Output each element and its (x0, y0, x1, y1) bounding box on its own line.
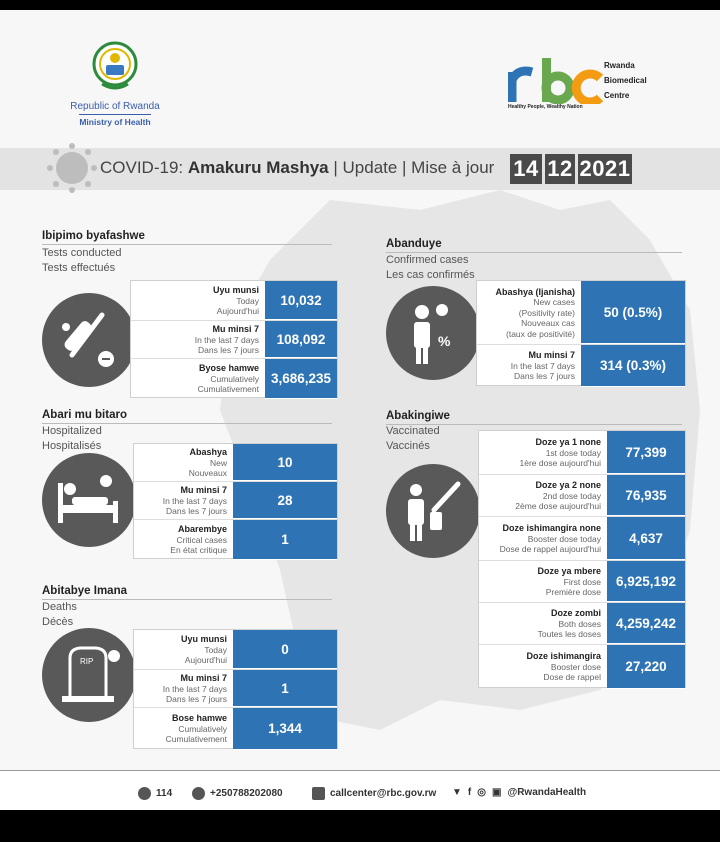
row-label-primary: Doze ya mbere (537, 566, 601, 577)
date-year: 2021 (578, 154, 632, 184)
hospitalized-row-label (138, 524, 227, 556)
row-label-translation: Booster dose (550, 661, 601, 672)
test-tube-icon (42, 293, 136, 387)
deaths-sub-fr: Décès (42, 616, 74, 628)
row-label-translation: Cumulativement (165, 734, 227, 745)
vaccinated-row-label (483, 480, 601, 512)
rbc-name-line: Biomedical (604, 76, 647, 85)
title-rest: | Update | Mise à jour (328, 158, 495, 177)
confirmed-row-value: 50 (0.5%) (581, 281, 685, 344)
social-links[interactable] (452, 787, 586, 798)
row-label-translation: New (209, 457, 227, 468)
row-label-translation: (taux de positivité) (506, 328, 575, 339)
row-label-translation: Aujourd'hui (184, 655, 227, 666)
row-label-translation: Critical cases (176, 534, 227, 545)
hotline-text: 114 (156, 788, 173, 799)
youtube-icon[interactable]: ▣ (491, 787, 502, 798)
vaccinated-row (479, 517, 685, 561)
row-label-translation: In the last 7 days (162, 495, 227, 506)
rbc-logo-mark-icon (508, 58, 604, 104)
confirmed-title: Abanduye (386, 238, 442, 250)
person-virus-icon (386, 286, 480, 380)
hospitalized-sub-fr: Hospitalisés (42, 440, 102, 452)
footer (0, 770, 720, 810)
row-label-translation: Both doses (558, 618, 601, 629)
hospitalized-row (134, 482, 337, 520)
vaccinated-row-label (483, 523, 601, 555)
row-label-primary: Doze zombi (550, 608, 601, 619)
row-label-translation: Cumulatively (178, 723, 227, 734)
vaccinated-row (479, 645, 685, 689)
deaths-row (134, 630, 337, 670)
row-label-translation: In the last 7 days (194, 334, 259, 345)
confirmed-sub-en: Confirmed cases (386, 254, 469, 266)
row-label-primary: Doze ishimangira none (502, 523, 601, 534)
vaccinated-sub-fr: Vaccinés (386, 440, 430, 452)
hospitalized-row-label (138, 485, 227, 517)
date-day: 14 (510, 154, 542, 184)
confirmed-sub-fr: Les cas confirmés (386, 269, 475, 281)
tests-row (131, 281, 337, 321)
row-label-primary: Doze ya 1 none (535, 437, 601, 448)
vaccinated-row-value: 6,925,192 (607, 561, 685, 602)
row-label-primary: Mu minsi 7 (180, 673, 227, 684)
row-label-translation: 2ème dose aujourd'hui (515, 501, 601, 512)
row-label-translation: Dose de rappel (543, 672, 601, 683)
hospitalized-card (133, 443, 338, 559)
deaths-title: Abitabye Imana (42, 585, 127, 597)
deaths-subtitle (42, 600, 77, 630)
tests-sub-en: Tests conducted (42, 247, 122, 259)
row-label-translation: In the last 7 days (162, 683, 227, 694)
row-label-primary: Bose hamwe (171, 713, 227, 724)
virus-icon (44, 140, 100, 196)
divider (42, 599, 332, 600)
whatsapp-icon (192, 787, 205, 800)
row-label-translation: 1st dose today (545, 447, 601, 458)
rip-label: RIP (80, 657, 94, 666)
tests-row (131, 321, 337, 359)
row-label-translation: Aujourd'hui (216, 306, 259, 317)
syringe-vaccine-icon (386, 464, 480, 558)
row-label-translation: Toutes les doses (537, 629, 601, 640)
vaccinated-row (479, 603, 685, 645)
hospitalized-subtitle (42, 424, 102, 454)
vaccinated-row-label (483, 608, 601, 640)
infographic (0, 10, 720, 810)
hospital-bed-icon (42, 453, 136, 547)
deaths-row-value: 0 (233, 630, 337, 669)
twitter-icon[interactable]: ▼ (452, 787, 462, 798)
tombstone-rip-icon (42, 628, 136, 722)
ministry-logo (60, 40, 170, 130)
confirmed-row-label (481, 287, 575, 340)
hospitalized-row-value: 1 (233, 520, 337, 560)
tests-row-value: 10,032 (265, 281, 337, 320)
email-text: callcenter@rbc.gov.rw (330, 788, 437, 799)
tests-title: Ibipimo byafashwe (42, 230, 145, 242)
vaccinated-sub-en: Vaccinated (386, 425, 440, 437)
vaccinated-row-label (483, 651, 601, 683)
deaths-row-label (138, 634, 227, 666)
hospitalized-sub-en: Hospitalized (42, 425, 102, 437)
row-label-translation: (Positivity rate) (518, 307, 575, 318)
row-label-translation: 1ère dose aujourd'hui (519, 458, 601, 469)
row-label-translation: Cumulatively (210, 373, 259, 384)
confirmed-row (477, 281, 685, 345)
deaths-row-label (138, 673, 227, 705)
row-label-translation: Today (236, 295, 259, 306)
row-label-primary: Mu minsi 7 (180, 485, 227, 496)
rbc-logo (508, 58, 668, 118)
vaccinated-subtitle (386, 424, 440, 454)
hospitalized-row (134, 444, 337, 482)
tests-row-value: 108,092 (265, 321, 337, 358)
hospitalized-row (134, 520, 337, 560)
vaccinated-row-label (483, 437, 601, 469)
row-label-primary: Abashya (189, 447, 227, 458)
confirmed-row-value: 314 (0.3%) (581, 345, 685, 387)
divider (42, 244, 332, 245)
email-link[interactable] (312, 787, 436, 800)
vaccinated-row-value: 77,399 (607, 431, 685, 474)
rbc-name-line: Centre (604, 91, 630, 100)
row-label-primary: Doze ishimangira (526, 651, 601, 662)
deaths-sub-en: Deaths (42, 601, 77, 613)
row-label-primary: Abarembye (177, 524, 227, 535)
row-label-translation: Dans les 7 jours (166, 694, 227, 705)
row-label-translation: Nouveaux cas (521, 318, 575, 329)
vaccinated-row-value: 4,259,242 (607, 603, 685, 644)
vaccinated-row (479, 475, 685, 517)
tests-subtitle (42, 246, 122, 276)
row-label-translation: Today (204, 644, 227, 655)
svg-text:%: % (438, 333, 451, 349)
deaths-row-value: 1 (233, 670, 337, 707)
confirmed-row (477, 345, 685, 387)
phone-icon (138, 787, 151, 800)
deaths-row-value: 1,344 (233, 708, 337, 750)
row-label-translation: Dans les 7 jours (514, 371, 575, 382)
title-bold: Amakuru Mashya (187, 158, 329, 177)
rbc-tagline: Healthy People, Wealthy Nation (508, 104, 583, 110)
vaccinated-row-value: 76,935 (607, 475, 685, 516)
row-label-primary: Mu minsi 7 (528, 350, 575, 361)
tests-row-label (135, 363, 259, 395)
ministry-line2: Ministry of Health (79, 114, 150, 127)
tests-row-label (135, 324, 259, 356)
confirmed-subtitle (386, 253, 475, 283)
row-label-translation: In the last 7 days (510, 360, 575, 371)
phone-text: +250788202080 (210, 788, 283, 799)
row-label-translation: Cumulativement (197, 384, 259, 395)
row-label-translation: Booster dose today (527, 533, 601, 544)
vaccinated-row (479, 431, 685, 475)
rwanda-seal-icon (92, 40, 138, 92)
phone[interactable] (192, 787, 283, 800)
row-label-translation: 2nd dose today (542, 490, 601, 501)
hospitalized-row-value: 28 (233, 482, 337, 519)
row-label-primary: Mu minsi 7 (212, 324, 259, 335)
row-label-primary: Byose hamwe (198, 363, 259, 374)
page-title (100, 158, 494, 178)
tests-row-value: 3,686,235 (265, 359, 337, 399)
row-label-translation: Première dose (545, 587, 601, 598)
email-icon (312, 787, 325, 800)
row-label-translation: Dose de rappel aujourd'hui (499, 544, 601, 555)
hospitalized-row-label (138, 447, 227, 479)
row-label-translation: New cases (533, 297, 575, 308)
vaccinated-row-value: 27,220 (607, 645, 685, 689)
rbc-name (604, 58, 674, 103)
title-prefix: COVID-19: (100, 158, 188, 177)
hospitalized-row-value: 10 (233, 444, 337, 481)
facebook-icon[interactable]: f (467, 787, 472, 798)
row-label-primary: Uyu munsi (212, 285, 259, 296)
confirmed-card (476, 280, 686, 386)
tests-row-label (135, 285, 259, 317)
row-label-translation: Dans les 7 jours (198, 345, 259, 356)
row-label-translation: First dose (563, 576, 601, 587)
ministry-line1: Republic of Rwanda (70, 101, 160, 112)
vaccinated-card (478, 430, 686, 688)
deaths-row (134, 708, 337, 750)
row-label-translation: En état critique (170, 545, 227, 556)
date-month: 12 (545, 154, 575, 184)
vaccinated-title: Abakingiwe (386, 410, 450, 422)
rbc-name-line: Rwanda (604, 61, 635, 70)
deaths-row-label (138, 713, 227, 745)
row-label-translation: Nouveaux (188, 468, 227, 479)
vaccinated-row (479, 561, 685, 603)
tests-row (131, 359, 337, 399)
instagram-icon[interactable]: ◎ (477, 787, 486, 798)
confirmed-row-label (481, 350, 575, 382)
vaccinated-row-label (483, 566, 601, 598)
hospitalized-title: Abari mu bitaro (42, 409, 127, 421)
social-handle: @RwandaHealth (507, 787, 587, 798)
vaccinated-row-value: 4,637 (607, 517, 685, 560)
hotline[interactable] (138, 787, 172, 800)
row-label-primary: Uyu munsi (180, 634, 227, 645)
row-label-primary: Doze ya 2 none (535, 480, 601, 491)
tests-card (130, 280, 338, 398)
row-label-primary: Abashya (Ijanisha) (495, 286, 575, 297)
deaths-row (134, 670, 337, 708)
deaths-card (133, 629, 338, 749)
row-label-translation: Dans les 7 jours (166, 506, 227, 517)
tests-sub-fr: Tests effectués (42, 262, 116, 274)
